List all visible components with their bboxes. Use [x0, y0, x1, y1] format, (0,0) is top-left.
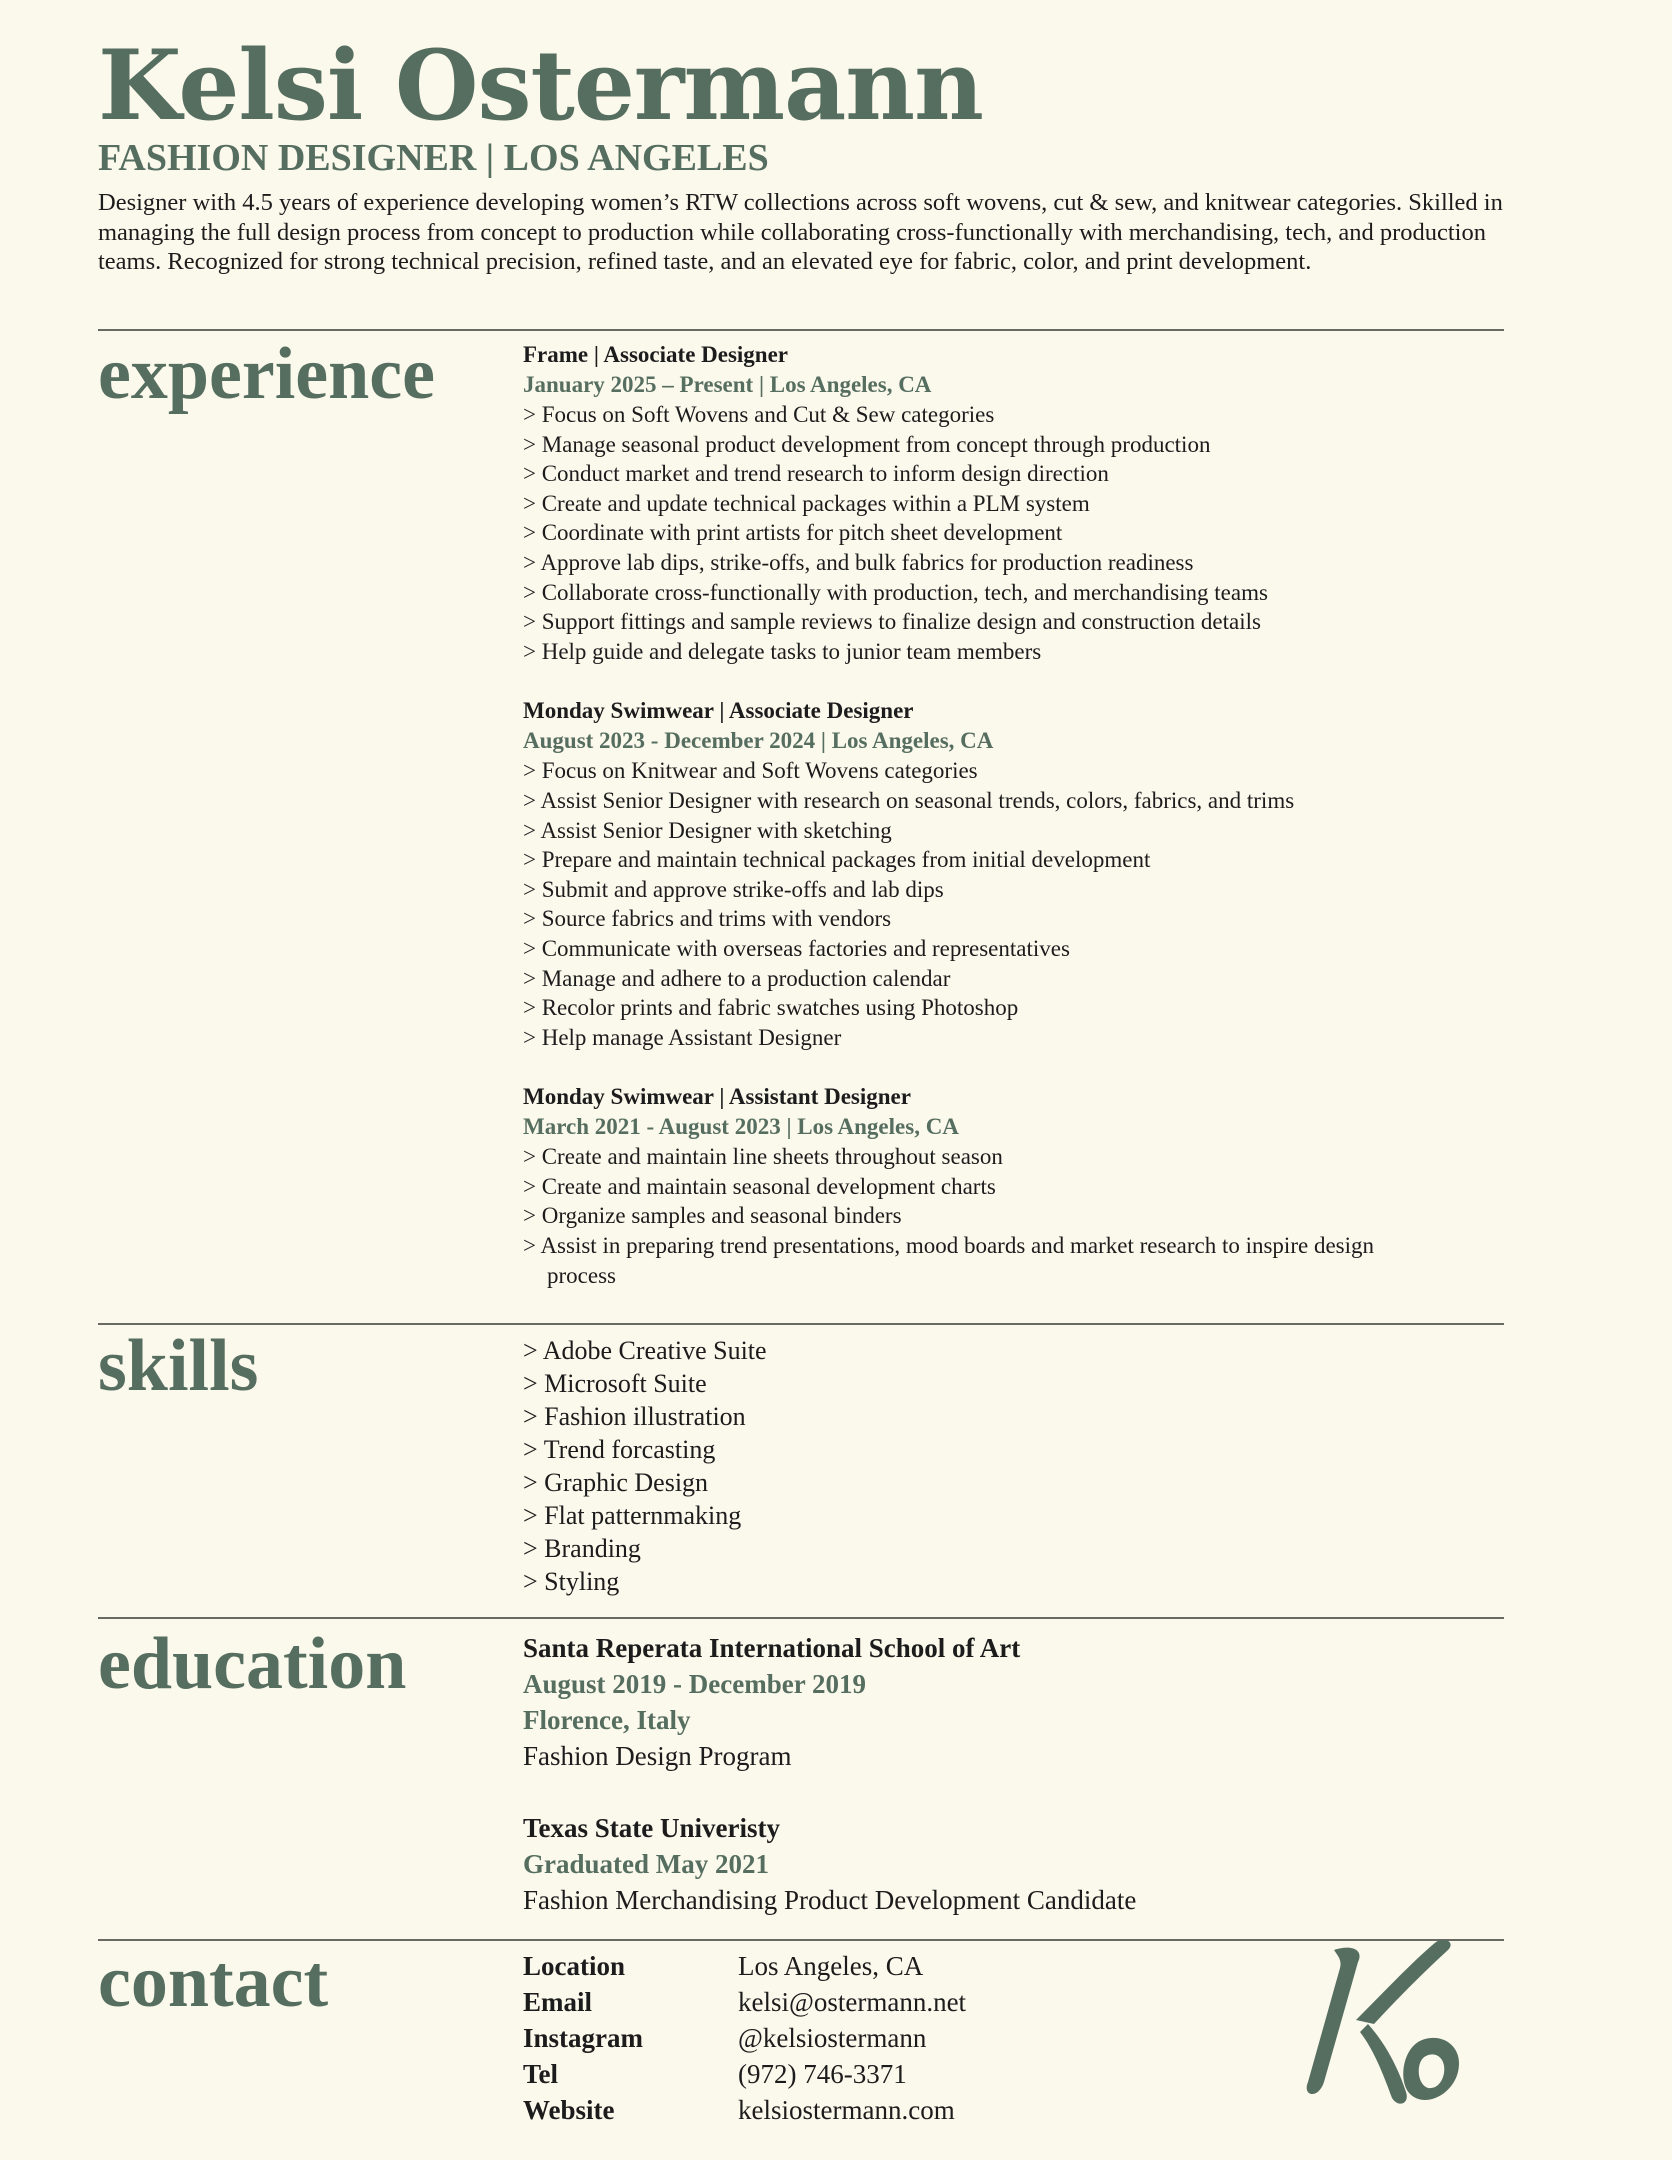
- job-bullet: > Support fittings and sample reviews to finalize design and construction details: [523, 609, 1261, 635]
- phone-value: (972) 746-3371: [738, 2059, 907, 2089]
- skill-item: > Adobe Creative Suite: [523, 1336, 767, 1365]
- school-name: Texas State Univeristy: [523, 1813, 780, 1843]
- job-bullet: > Focus on Soft Wovens and Cut & Sew categories: [523, 402, 995, 427]
- contact-heading: contact: [98, 1941, 329, 2023]
- job-title: Frame | Associate Designer: [523, 342, 789, 367]
- job-entry: [523, 340, 1523, 666]
- job-title: Monday Swimwear | Associate Designer: [523, 698, 914, 724]
- divider: [98, 1617, 1504, 1619]
- job-dates: January 2025 – Present | Los Angeles, CA: [523, 372, 932, 397]
- job-bullet: > Recolor prints and fabric swatches using Photoshop: [523, 995, 1019, 1021]
- skill-item: > Fashion illustration: [523, 1402, 746, 1431]
- job-bullet: > Help guide and delegate tasks to junior team members: [523, 638, 1042, 664]
- job-bullet: > Help manage Assistant Designer: [523, 1024, 842, 1050]
- job-entry: [523, 696, 1523, 1052]
- job-bullet: > Focus on Knitwear and Soft Wovens categories: [523, 758, 978, 784]
- job-bullet: > Assist Senior Designer with sketching: [523, 817, 892, 843]
- job-dates: August 2023 - December 2024 | Los Angeles, CA: [523, 728, 994, 754]
- job-bullet: > Source fabrics and trims with vendors: [523, 906, 892, 932]
- job-bullet: > Approve lab dips, strike-offs, and bulk fabrics for production readiness: [523, 549, 1194, 575]
- skills-heading: skills: [98, 1325, 259, 1407]
- skill-item: > Microsoft Suite: [523, 1369, 707, 1398]
- education-heading: education: [98, 1623, 407, 1705]
- job-dates: March 2021 - August 2023 | Los Angeles, CA: [523, 1114, 959, 1140]
- school-program: Fashion Design Program: [523, 1741, 792, 1771]
- divider: [98, 1323, 1504, 1325]
- job-bullet: > Assist Senior Designer with research on seasonal trends, colors, fabrics, and trims: [523, 787, 1295, 813]
- job-bullet: > Assist in preparing trend presentations, mood boards and market research to inspire design process: [523, 1233, 1374, 1288]
- name-title: Kelsi Ostermann: [98, 29, 983, 142]
- contact-label: Tel: [523, 2059, 559, 2089]
- job-bullet: > Collaborate cross-functionally with production, tech, and merchandising teams: [523, 579, 1268, 605]
- skill-item: > Graphic Design: [523, 1468, 709, 1497]
- contact-label: Email: [523, 1987, 593, 2017]
- skills-list: [523, 1334, 1523, 1598]
- school-program: Fashion Merchandising Product Development Candidate: [523, 1885, 1137, 1915]
- job-title: Monday Swimwear | Assistant Designer: [523, 1084, 911, 1110]
- skill-item: > Styling: [523, 1567, 620, 1596]
- school-dates: August 2019 - December 2019: [523, 1669, 866, 1699]
- role-subtitle: FASHION DESIGNER | LOS ANGELES: [98, 137, 769, 179]
- job-bullet: > Submit and approve strike-offs and lab dips: [523, 876, 944, 902]
- job-bullet: > Create and maintain seasonal development charts: [523, 1173, 996, 1199]
- divider: [98, 329, 1504, 331]
- job-bullet: > Organize samples and seasonal binders: [523, 1203, 902, 1229]
- job-bullet: > Conduct market and trend research to inform design direction: [523, 461, 1109, 487]
- job-bullet: > Coordinate with print artists for pitch sheet development: [523, 520, 1063, 546]
- education-list: [523, 1630, 1523, 1954]
- contact-label: Website: [523, 2095, 615, 2125]
- job-bullet: > Create and update technical packages within a PLM system: [523, 490, 1090, 516]
- education-entry: [523, 1810, 1523, 1918]
- contact-label: Instagram: [523, 2023, 643, 2053]
- website-link[interactable]: kelsiostermann.com: [738, 2095, 955, 2125]
- contact-label: Location: [523, 1951, 626, 1981]
- job-bullet: > Prepare and maintain technical packages from initial development: [523, 847, 1151, 873]
- location-value: Los Angeles, CA: [738, 1951, 924, 1981]
- school-location: Florence, Italy: [523, 1705, 691, 1735]
- email-link[interactable]: kelsi@ostermann.net: [738, 1987, 967, 2017]
- summary-paragraph: Designer with 4.5 years of experience developing women’s RTW collections across soft wovens, cut & sew, and knitwear categories. Skilled in managing the full design process from concept to production while collaborating cross-functionally with merchandising, tech, and production teams. Recognized for strong technical precision, refined taste, and an elevated eye for fabric, color, and print development.: [98, 189, 1503, 275]
- skill-item: > Trend forcasting: [523, 1435, 716, 1464]
- skill-item: > Branding: [523, 1534, 641, 1563]
- job-bullet: > Manage and adhere to a production calendar: [523, 965, 951, 991]
- instagram-link[interactable]: @kelsiostermann: [738, 2023, 927, 2053]
- resume-page: [98, 0, 1504, 2160]
- education-entry: [523, 1630, 1523, 1774]
- skill-item: > Flat patternmaking: [523, 1501, 742, 1530]
- experience-list: [523, 340, 1523, 1320]
- job-bullet: > Create and maintain line sheets throughout season: [523, 1144, 1003, 1170]
- school-name: Santa Reperata International School of Art: [523, 1633, 1021, 1663]
- school-dates: Graduated May 2021: [523, 1849, 769, 1879]
- job-bullet: > Manage seasonal product development from concept through production: [523, 431, 1211, 457]
- experience-heading: experience: [98, 333, 435, 415]
- job-bullet: > Communicate with overseas factories and representatives: [523, 935, 1070, 961]
- job-entry: [523, 1082, 1523, 1290]
- ko-monogram-logo: [1294, 1932, 1474, 2112]
